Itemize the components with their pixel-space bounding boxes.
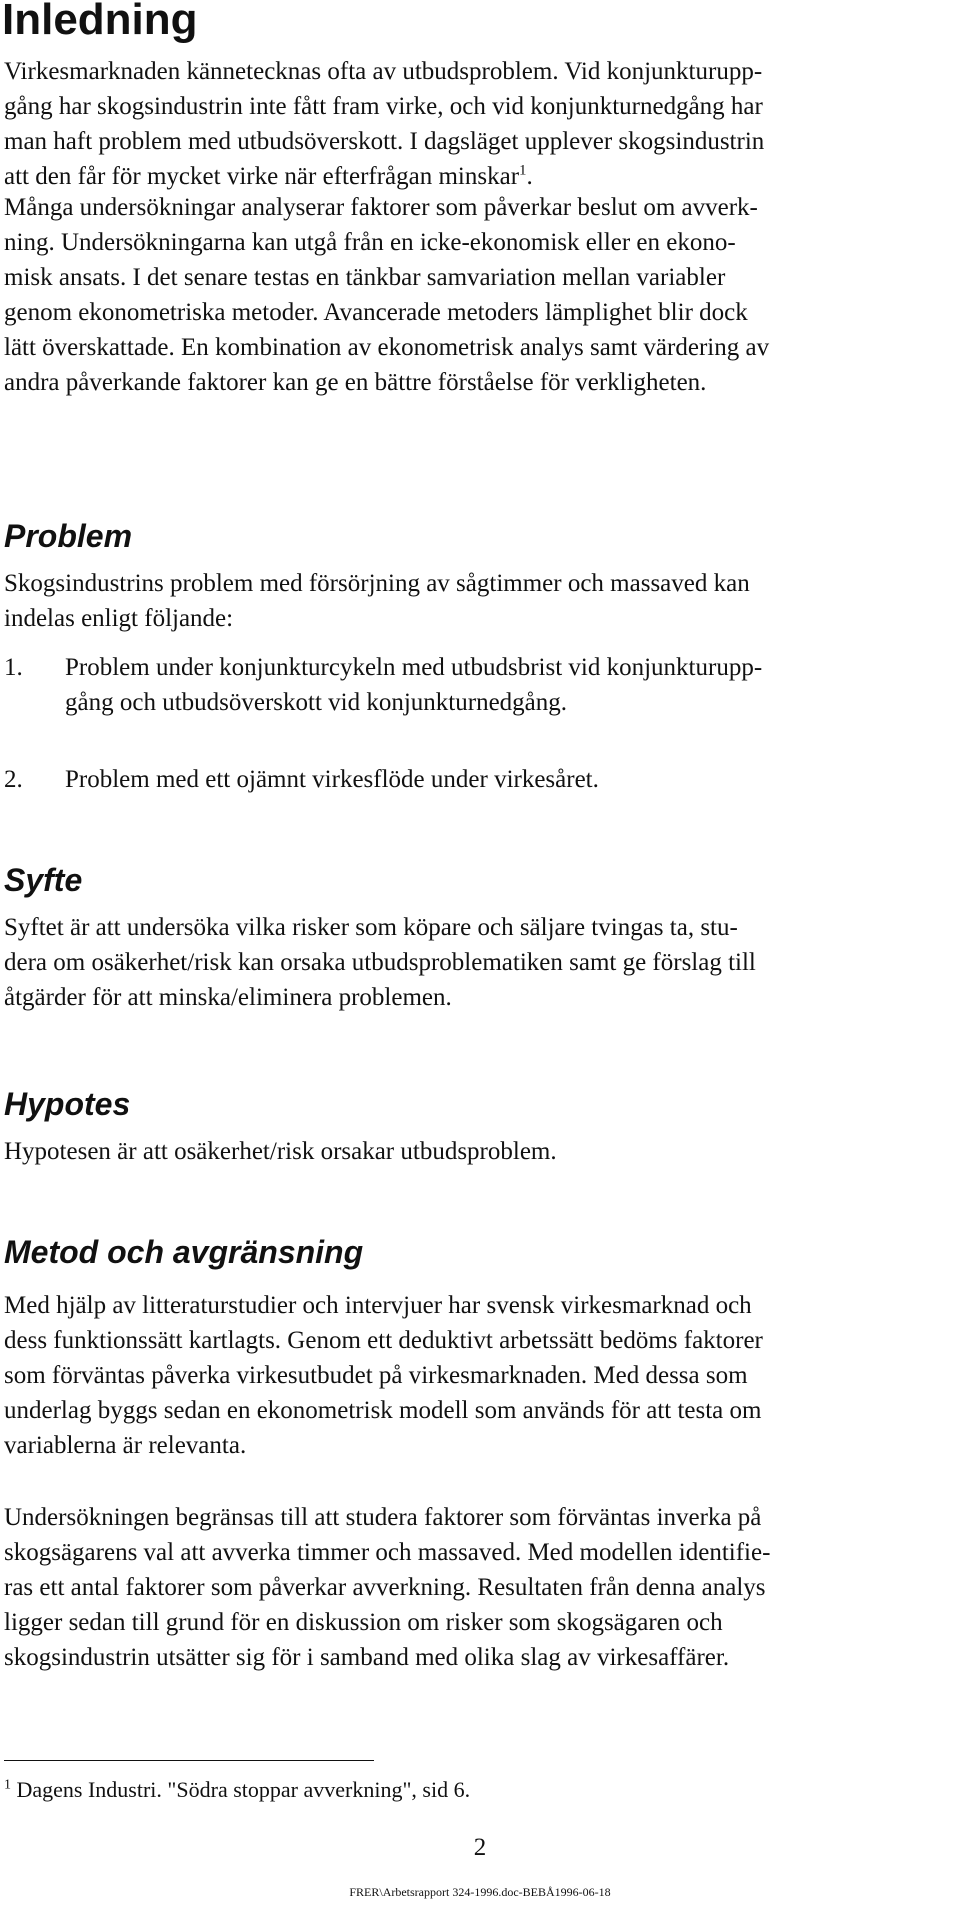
section-heading-problem: Problem xyxy=(4,518,133,554)
page-number: 2 xyxy=(473,1834,487,1861)
text-line: skogsindustrin utsätter sig för i samband med olika slag av virkesaffärer. xyxy=(4,1644,730,1671)
text-line: Hypotesen är att osäkerhet/risk orsakar utbudsproblem. xyxy=(4,1138,557,1165)
footnote-number: 1 xyxy=(4,1777,11,1793)
intro-paragraph-2 xyxy=(4,190,954,400)
text-line: Många undersökningar analyserar faktorer som påverkar beslut om avverk- xyxy=(4,194,758,221)
text-line: man haft problem med utbudsöverskott. I dagsläget upplever skogsindustrin xyxy=(4,128,765,155)
text-line: skogsägarens val att avverka timmer och massaved. Med modellen identifie- xyxy=(4,1539,771,1566)
text-line: Med hjälp av litteraturstudier och intervjuer har svensk virkesmarknad och xyxy=(4,1292,752,1319)
text-line: att den får för mycket virke när efterfrågan minskar xyxy=(4,163,520,190)
text-line: genom ekonometriska metoder. Avancerade metoders lämplighet blir dock xyxy=(4,299,748,326)
text-line: som förväntas påverka virkesutbudet på virkesmarknaden. Med dessa som xyxy=(4,1362,748,1389)
section-heading-syfte: Syfte xyxy=(4,862,83,898)
section-heading-hypotes: Hypotes xyxy=(4,1086,131,1122)
text-line: Problem under konjunkturcykeln med utbudsbrist vid konjunkturupp- xyxy=(65,654,763,681)
text-line: gång och utbudsöverskott vid konjunkturnedgång. xyxy=(65,689,568,716)
sentence-end: . xyxy=(526,163,533,190)
footnote xyxy=(4,1775,470,1805)
metod-paragraph-2 xyxy=(4,1500,954,1675)
text-line: Skogsindustrins problem med försörjning av sågtimmer och massaved kan xyxy=(4,570,750,597)
footnote-divider xyxy=(4,1760,374,1761)
text-line: lätt överskattade. En kombination av ekonometrisk analys samt värdering av xyxy=(4,334,770,361)
footnote-reference[interactable]: 1 xyxy=(519,162,527,179)
syfte-paragraph xyxy=(4,910,954,1015)
section-heading-metod: Metod och avgränsning xyxy=(4,1234,364,1270)
text-line: ras ett antal faktorer som påverkar avverkning. Resultaten från denna analys xyxy=(4,1574,766,1601)
text-line: ligger sedan till grund för en diskussion om risker som skogsägaren och xyxy=(4,1609,723,1636)
footnote-text: Dagens Industri. "Södra stoppar avverkning", sid 6. xyxy=(11,1777,471,1802)
text-line: gång har skogsindustrin inte fått fram virke, och vid konjunkturnedgång har xyxy=(4,93,763,120)
list-item xyxy=(65,650,762,720)
intro-paragraph-1 xyxy=(4,54,954,194)
text-line: dess funktionssätt kartlagts. Genom ett deduktivt arbetssätt bedöms faktorer xyxy=(4,1327,763,1354)
text-line: misk ansats. I det senare testas en tänkbar samvariation mellan variabler xyxy=(4,264,726,291)
list-item xyxy=(65,762,599,797)
metod-paragraph-1 xyxy=(4,1288,954,1463)
text-line-with-footnote-ref xyxy=(4,159,954,194)
hypotes-paragraph xyxy=(4,1134,954,1169)
footer-file-path: FRER\Arbetsrapport 324-1996.doc-BEBÅ1996-06-18 xyxy=(349,1885,611,1899)
list-item-number: 2. xyxy=(4,766,23,793)
text-line: andra påverkande faktorer kan ge en bättre förståelse för verkligheten. xyxy=(4,369,707,396)
problem-lead xyxy=(4,566,954,636)
text-line: åtgärder för att minska/eliminera problemen. xyxy=(4,984,452,1011)
text-line: indelas enligt följande: xyxy=(4,605,234,632)
main-heading: Inledning xyxy=(2,0,198,44)
text-line: underlag byggs sedan en ekonometrisk modell som används för att testa om xyxy=(4,1397,762,1424)
text-line: Undersökningen begränsas till att studera faktorer som förväntas inverka på xyxy=(4,1504,762,1531)
text-line: ning. Undersökningarna kan utgå från en icke-ekonomisk eller en ekono- xyxy=(4,229,736,256)
list-item-number: 1. xyxy=(4,654,23,681)
text-line: Problem med ett ojämnt virkesflöde under virkesåret. xyxy=(65,766,599,793)
text-line: Virkesmarknaden kännetecknas ofta av utbudsproblem. Vid konjunkturupp- xyxy=(4,58,763,85)
text-line: Syftet är att undersöka vilka risker som köpare och säljare tvingas ta, stu- xyxy=(4,914,738,941)
text-line: dera om osäkerhet/risk kan orsaka utbudsproblematiken samt ge förslag till xyxy=(4,949,756,976)
text-line: variablerna är relevanta. xyxy=(4,1432,247,1459)
